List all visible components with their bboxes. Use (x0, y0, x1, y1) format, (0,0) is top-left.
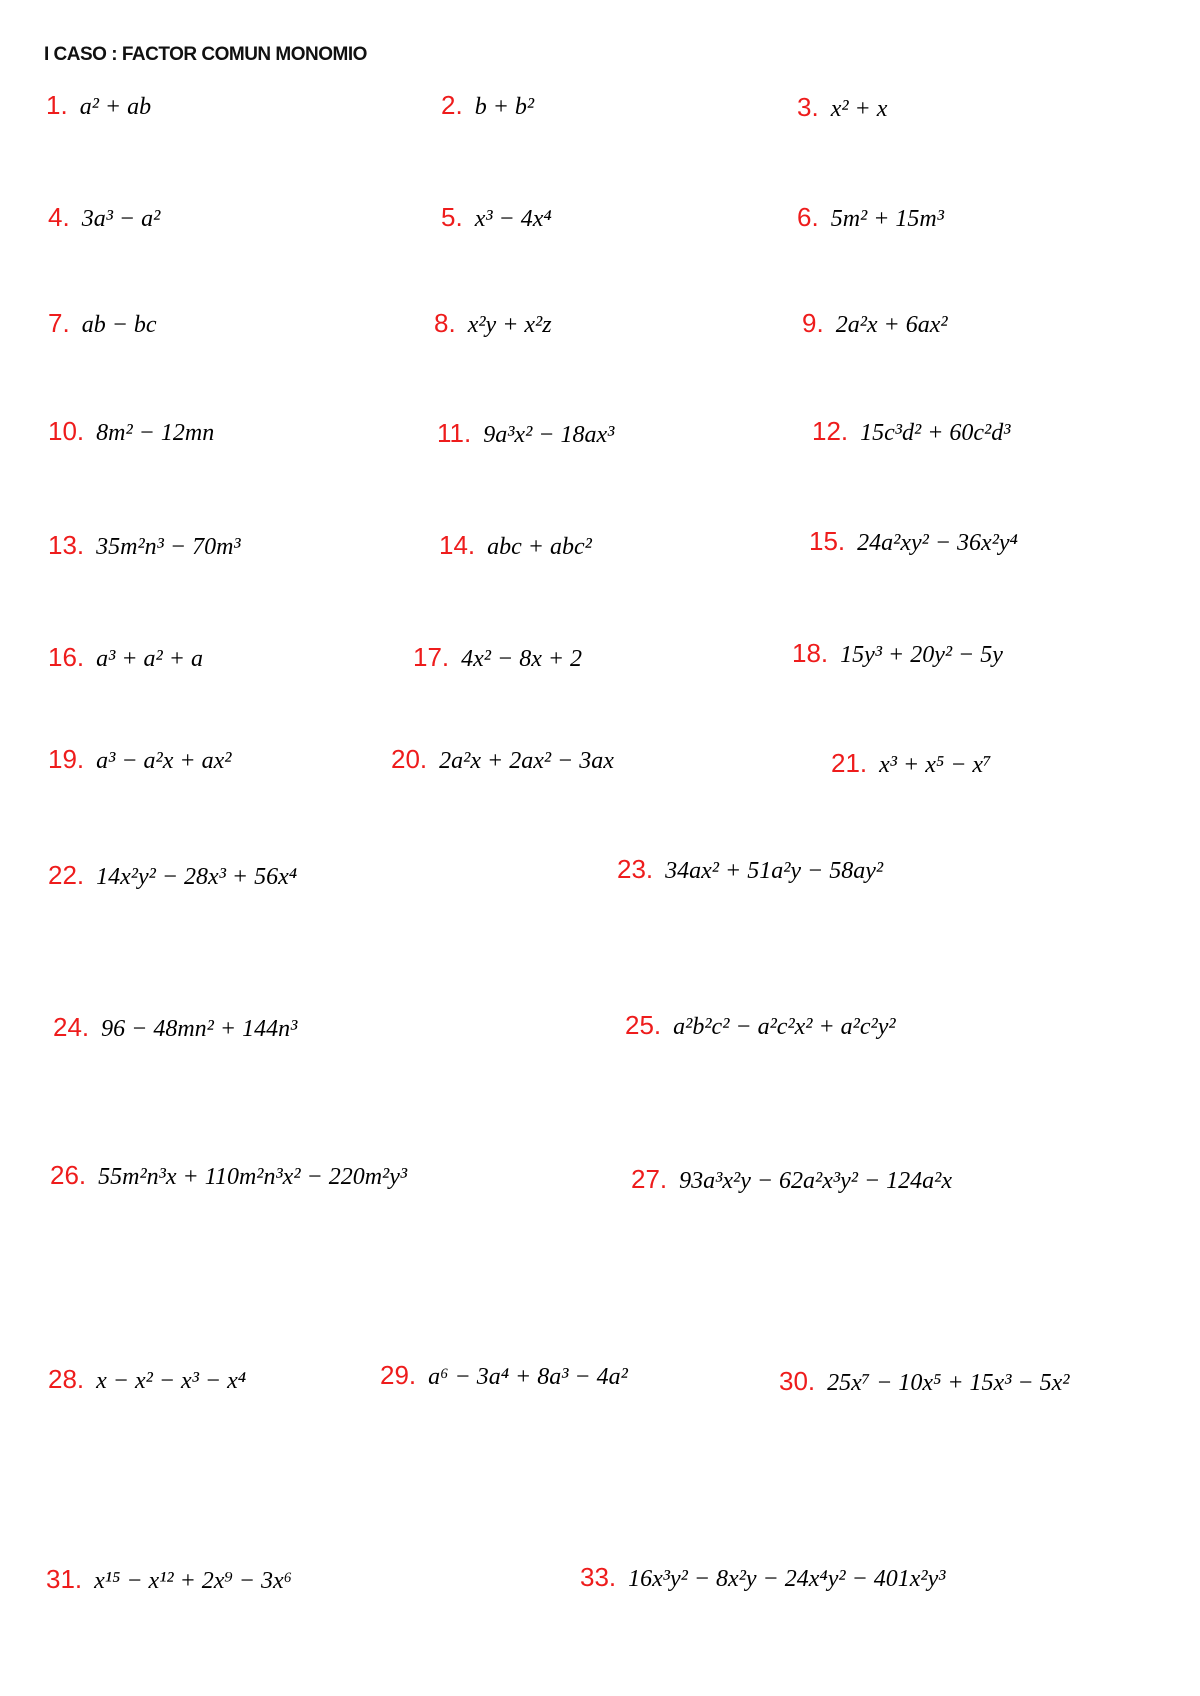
problem-number: 16. (48, 642, 85, 672)
problem-expression: ab − bc (81, 312, 157, 338)
problem-expression: 16x³y² − 8x²y − 24x⁴y² − 401x²y³ (628, 1566, 946, 1592)
problem-expression: x²y + x²z (467, 312, 552, 338)
problem-7 (48, 310, 157, 337)
problem-expression: 2a²x + 6ax² (835, 312, 948, 338)
problem-24 (53, 1014, 297, 1041)
problem-5 (441, 204, 552, 231)
problem-expression: x³ + x⁵ − x⁷ (879, 752, 992, 778)
problem-expression: 8m² − 12mn (96, 420, 215, 446)
problem-expression: abc + abc² (487, 534, 592, 560)
problem-31 (46, 1566, 292, 1593)
problem-number: 23. (617, 854, 654, 884)
problem-15 (809, 528, 1018, 555)
problem-14 (439, 532, 592, 559)
problem-8 (434, 310, 552, 337)
problem-17 (413, 644, 582, 671)
problem-33 (580, 1564, 945, 1591)
problem-expression: 4x² − 8x + 2 (461, 646, 583, 672)
problem-number: 14. (439, 530, 476, 560)
problem-expression: a⁶ − 3a⁴ + 8a³ − 4a² (428, 1364, 628, 1390)
problem-number: 25. (625, 1010, 662, 1040)
problem-expression: 15y³ + 20y² − 5y (840, 642, 1003, 668)
problem-expression: 96 − 48mn² + 144n³ (101, 1016, 298, 1042)
problem-number: 17. (413, 642, 450, 672)
problem-25 (625, 1012, 896, 1039)
problem-number: 31. (46, 1564, 83, 1594)
problem-expression: 5m² + 15m³ (830, 206, 944, 232)
problem-number: 7. (48, 308, 70, 338)
problem-expression: a² + ab (79, 94, 152, 120)
problem-18 (792, 640, 1003, 667)
problem-19 (48, 746, 231, 773)
problem-21 (831, 750, 991, 777)
problem-expression: 55m²n³x + 110m²n³x² − 220m²y³ (98, 1164, 408, 1190)
problem-expression: x² + x (830, 96, 888, 122)
problem-number: 27. (631, 1164, 668, 1194)
problem-expression: x − x² − x³ − x⁴ (96, 1368, 247, 1394)
problem-number: 2. (441, 90, 463, 120)
problem-expression: 9a³x² − 18ax³ (483, 422, 615, 448)
problem-number: 18. (792, 638, 829, 668)
problem-expression: a²b²c² − a²c²x² + a²c²y² (673, 1014, 896, 1040)
problem-28 (48, 1366, 246, 1393)
problem-number: 33. (580, 1562, 617, 1592)
problem-23 (617, 856, 883, 883)
problem-number: 30. (779, 1366, 816, 1396)
problem-number: 5. (441, 202, 463, 232)
problem-expression: 25x⁷ − 10x⁵ + 15x³ − 5x² (827, 1370, 1070, 1396)
problem-20 (391, 746, 614, 773)
problem-30 (779, 1368, 1069, 1395)
problem-2 (441, 92, 534, 119)
problem-number: 3. (797, 92, 819, 122)
problem-29 (380, 1362, 628, 1389)
problem-expression: 34ax² + 51a²y − 58ay² (665, 858, 884, 884)
problem-number: 15. (809, 526, 846, 556)
problem-26 (50, 1162, 407, 1189)
problem-number: 11. (437, 418, 472, 448)
problem-expression: 3a³ − a² (81, 206, 161, 232)
problem-number: 22. (48, 860, 85, 890)
problem-number: 1. (46, 90, 68, 120)
problem-number: 24. (53, 1012, 90, 1042)
problem-number: 28. (48, 1364, 85, 1394)
problem-12 (812, 418, 1010, 445)
problem-number: 12. (812, 416, 849, 446)
problem-4 (48, 204, 160, 231)
problem-number: 20. (391, 744, 428, 774)
problem-expression: 2a²x + 2ax² − 3ax (439, 748, 614, 774)
problem-expression: 35m²n³ − 70m³ (96, 534, 241, 560)
problem-expression: 93a³x²y − 62a²x³y² − 124a²x (679, 1168, 952, 1194)
problem-22 (48, 862, 297, 889)
problem-number: 26. (50, 1160, 87, 1190)
problem-expression: a³ − a²x + ax² (96, 748, 232, 774)
problem-3 (797, 94, 887, 121)
problem-number: 19. (48, 744, 85, 774)
problem-number: 4. (48, 202, 70, 232)
problem-expression: 15c³d² + 60c²d³ (860, 420, 1011, 446)
problem-expression: a³ + a² + a (96, 646, 203, 672)
problem-expression: b + b² (474, 94, 535, 120)
problem-number: 9. (802, 308, 824, 338)
problem-number: 8. (434, 308, 456, 338)
problem-number: 29. (380, 1360, 417, 1390)
problem-1 (46, 92, 151, 119)
problem-11 (437, 420, 614, 447)
problem-16 (48, 644, 203, 671)
problem-expression: 24a²xy² − 36x²y⁴ (857, 530, 1018, 556)
page-title: I CASO : FACTOR COMUN MONOMIO (44, 44, 367, 65)
problem-number: 10. (48, 416, 85, 446)
problem-27 (631, 1166, 952, 1193)
problem-9 (802, 310, 948, 337)
problem-number: 6. (797, 202, 819, 232)
problem-expression: x³ − 4x⁴ (474, 206, 552, 232)
problem-6 (797, 204, 944, 231)
problem-expression: x¹⁵ − x¹² + 2x⁹ − 3x⁶ (94, 1568, 292, 1594)
problem-number: 13. (48, 530, 85, 560)
problem-10 (48, 418, 214, 445)
problem-number: 21. (831, 748, 868, 778)
problem-expression: 14x²y² − 28x³ + 56x⁴ (96, 864, 298, 890)
problem-13 (48, 532, 241, 559)
